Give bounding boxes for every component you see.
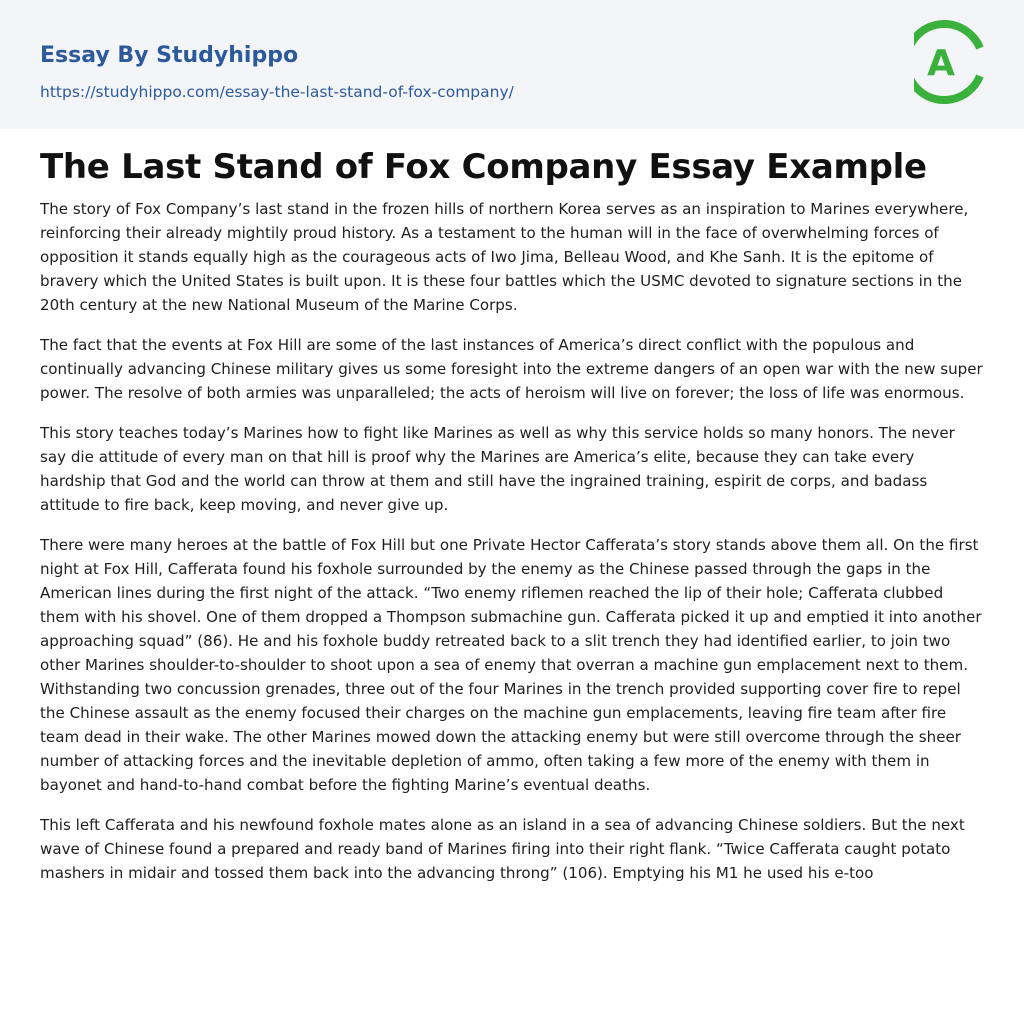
essay-content [0, 145, 1024, 885]
essay-paragraph: This left Cafferata and his newfound foxhole mates alone as an island in a sea of advancing Chinese soldiers. But the next wave of Chinese found a prepared and ready band of Marines firing into their right flank. “Twice Cafferata caught potato mashers in midair and tossed them back into the advancing throng” (106). Emptying his M1 he used his e-too [40, 816, 965, 882]
logo-letter: A [927, 43, 955, 84]
essay-paragraph: The fact that the events at Fox Hill are some of the last instances of America’s direct conflict with the populous and continually advancing Chinese military gives us some foresight into the extreme dangers of an open war with the new super power. The resolve of both armies was unparalleled; the acts of heroism will live on forever; the loss of life was enormous. [40, 336, 983, 402]
brand-title[interactable]: Essay By Studyhippo [40, 43, 299, 68]
essay-title: The Last Stand of Fox Company Essay Example [40, 147, 927, 187]
site-header [0, 0, 1024, 129]
essay-paragraph: There were many heroes at the battle of Fox Hill but one Private Hector Cafferata’s story stands above them all. On the first night at Fox Hill, Cafferata found his foxhole surrounded by the enemy as the Chinese passed through the gaps in the American lines during the first night of the attack. “Two enemy riflemen reached the lip of their hole; Cafferata clubbed them with his shovel. One of them dropped a Thompson submachine gun. Cafferata picked it up and emptied it into another approaching squad” (86). He and his foxhole buddy retreated back to a slit trench they had identified earlier, to join two other Marines shoulder-to-shoulder to shoot upon a sea of enemy that overran a machine gun emplacement next to them. Withstanding two concussion grenades, three out of the four Marines in the trench provided supporting cover fire to repel the Chinese assault as the enemy focused their charges on the machine gun emplacements, leaving fire team after fire team dead in their wake. The other Marines mowed down the attacking enemy but were still overcome through the sheer number of attacking forces and the inevitable depletion of ammo, often taking a few more of the enemy with them in bayonet and hand-to-hand combat before the fighting Marine’s eventual deaths. [40, 536, 982, 794]
essay-paragraph: This story teaches today’s Marines how to fight like Marines as well as why this service holds so many honors. The never say die attitude of every man on that hill is proof why the Marines are America’s elite, because they can take every hardship that God and the world can throw at them and still have the ingrained training, espirit de corps, and badass attitude to fire back, keep moving, and never give up. [40, 424, 955, 514]
essay-url-link[interactable]: https://studyhippo.com/essay-the-last-stand-of-fox-company/ [40, 83, 514, 101]
essay-paragraph: The story of Fox Company’s last stand in the frozen hills of northern Korea serves as an inspiration to Marines everywhere, reinforcing their already mightily proud history. As a testament to the human will in the face of overwhelming forces of opposition it stands equally high as the courageous acts of Iwo Jima, Belleau Wood, and Khe Sanh. It is the epitome of bravery which the United States is built upon. It is these four battles which the USMC devoted to signature sections in the 20th century at the new National Museum of the Marine Corps. [40, 200, 969, 314]
studyhippo-logo-icon[interactable] [914, 18, 986, 106]
